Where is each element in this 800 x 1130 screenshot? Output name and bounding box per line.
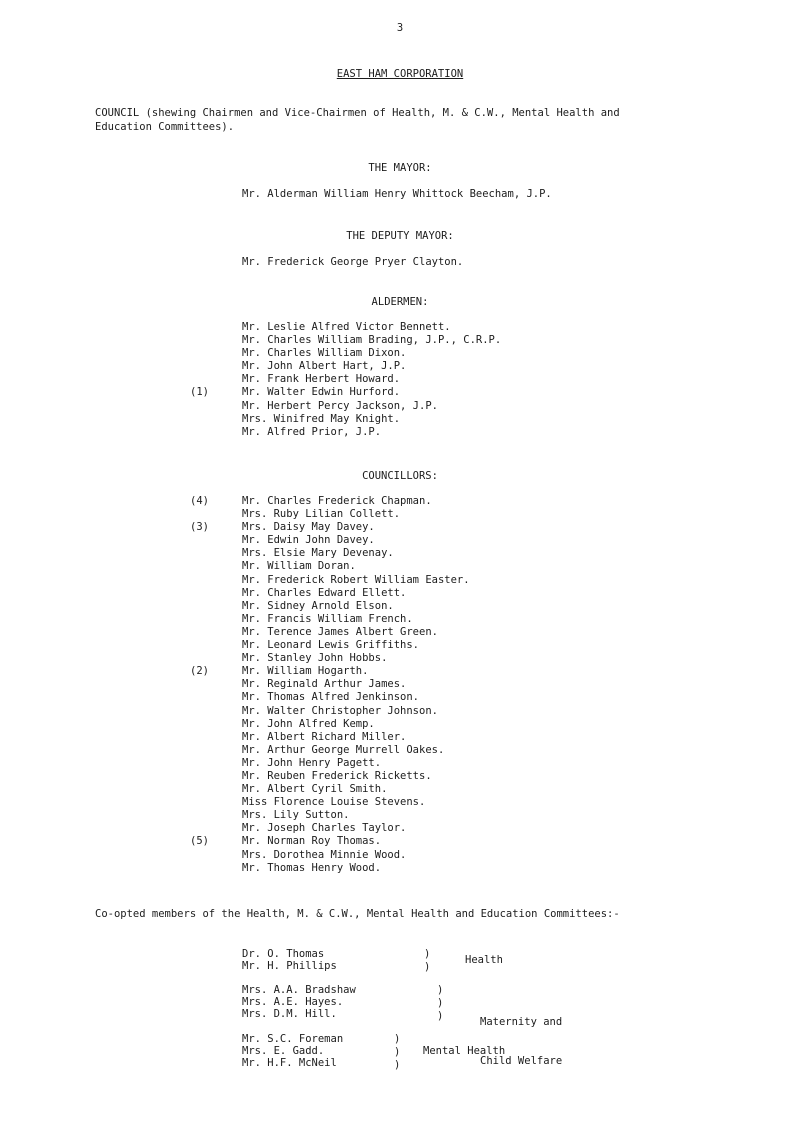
member-row	[242, 652, 470, 665]
member-row	[242, 783, 470, 796]
member-name: Mr. Thomas Alfred Jenkinson.	[242, 691, 420, 704]
coopted-group-maternity	[242, 984, 356, 1020]
member-footnote-mark: (3)	[190, 521, 209, 534]
member-row	[242, 534, 470, 547]
member-name: Mr. Frank Herbert Howard.	[242, 373, 401, 386]
aldermen-title: ALDERMEN:	[371, 296, 429, 308]
member-name: Miss Florence Louise Stevens.	[242, 796, 426, 809]
member-row	[242, 574, 470, 587]
member-name: Mr. Edwin John Davey.	[242, 534, 375, 547]
councillors-title: COUNCILLORS:	[362, 470, 438, 482]
member-row	[242, 347, 501, 360]
member-name: Mr. Leonard Lewis Griffiths.	[242, 639, 420, 652]
member-row	[242, 334, 501, 347]
member-name: Mr. Francis William French.	[242, 612, 413, 625]
intro-line-2: Education Committees).	[95, 121, 235, 133]
member-row	[242, 862, 470, 875]
category-line: Child Welfare	[480, 1055, 563, 1067]
coopted-member: Mr. H. Phillips	[242, 960, 337, 972]
member-row	[242, 360, 501, 373]
coopted-group-health	[242, 948, 337, 972]
member-row	[242, 600, 470, 613]
coopted-member: Dr. O. Thomas	[242, 948, 325, 960]
member-row	[242, 822, 470, 835]
member-name: Mr. Albert Cyril Smith.	[242, 783, 388, 796]
member-row	[190, 521, 470, 534]
bracket: ) ) )	[394, 1033, 401, 1071]
member-name: Mr. Charles William Brading, J.P., C.R.P.	[242, 334, 502, 347]
member-name: Mrs. Daisy May Davey.	[242, 521, 375, 534]
member-row	[242, 373, 501, 386]
member-row	[242, 413, 501, 426]
category-line: Maternity and	[480, 1016, 563, 1028]
member-row	[190, 495, 470, 508]
member-name: Mr. Reginald Arthur James.	[242, 678, 407, 691]
mayor-title: THE MAYOR:	[368, 162, 432, 174]
member-row	[242, 757, 470, 770]
member-row	[242, 718, 470, 731]
member-row	[242, 626, 470, 639]
coopted-group-mental-health	[242, 1033, 343, 1069]
bracket: ) ) )	[437, 984, 444, 1022]
member-row	[242, 731, 470, 744]
member-name: Mr. John Albert Hart, J.P.	[242, 360, 407, 373]
member-row	[242, 639, 470, 652]
member-name: Mr. Walter Edwin Hurford.	[242, 386, 401, 399]
member-name: Mrs. Ruby Lilian Collett.	[242, 508, 401, 521]
member-row	[242, 744, 470, 757]
member-name: Mr. William Doran.	[242, 560, 356, 573]
member-row	[242, 426, 501, 439]
coopted-member: Mrs. A.E. Hayes.	[242, 996, 344, 1008]
member-name: Mrs. Lily Sutton.	[242, 809, 350, 822]
member-name: Mr. Charles William Dixon.	[242, 347, 407, 360]
member-name: Mr. Norman Roy Thomas.	[242, 835, 382, 848]
member-name: Mr. Frederick Robert William Easter.	[242, 573, 470, 586]
member-row	[242, 560, 470, 573]
member-row	[242, 321, 501, 334]
member-row	[242, 809, 470, 822]
member-name: Mr. Charles Frederick Chapman.	[242, 495, 432, 507]
member-footnote-mark: (2)	[190, 665, 209, 678]
coopted-member: Mr. H.F. McNeil	[242, 1057, 337, 1069]
member-name: Mrs. Elsie Mary Devenay.	[242, 547, 394, 560]
member-row	[242, 770, 470, 783]
member-name: Mr. Sidney Arnold Elson.	[242, 599, 394, 612]
coopted-category-maternity	[480, 990, 562, 1081]
member-row	[242, 587, 470, 600]
coopted-category-mental-health: Mental Health	[423, 1045, 506, 1057]
member-row	[242, 678, 470, 691]
aldermen-list	[190, 321, 502, 439]
member-footnote-mark: (4)	[190, 495, 209, 507]
councillors-list	[190, 495, 470, 875]
member-row	[242, 705, 470, 718]
document-heading: EAST HAM CORPORATION	[336, 68, 464, 80]
member-row	[190, 835, 470, 848]
member-name: Mr. John Henry Pagett.	[242, 756, 382, 769]
member-row	[242, 613, 470, 626]
member-name: Mrs. Dorothea Minnie Wood.	[242, 848, 407, 861]
member-name: Mr. Alfred Prior, J.P.	[242, 425, 382, 438]
member-row	[190, 386, 501, 399]
member-footnote-mark: (1)	[190, 386, 209, 399]
coopted-member: Mrs. A.A. Bradshaw	[242, 984, 356, 996]
intro-line-1: COUNCIL (shewing Chairmen and Vice-Chairmen of Health, M. & C.W., Mental Health and	[95, 107, 620, 119]
member-row	[242, 508, 470, 521]
member-row	[242, 400, 501, 413]
member-name: Mr. Arthur George Murrell Oakes.	[242, 743, 445, 756]
member-name: Mr. Thomas Henry Wood.	[242, 861, 382, 874]
coopted-category-health: Health	[465, 954, 503, 966]
member-row	[242, 691, 470, 704]
member-name: Mr. Leslie Alfred Victor Bennett.	[242, 321, 451, 333]
member-row	[242, 547, 470, 560]
coopted-member: Mrs. E. Gadd.	[242, 1045, 325, 1057]
member-row	[242, 849, 470, 862]
member-name: Mr. Albert Richard Miller.	[242, 730, 407, 743]
deputy-mayor-name: Mr. Frederick George Pryer Clayton.	[242, 256, 464, 268]
member-name: Mr. Terence James Albert Green.	[242, 625, 438, 638]
member-name: Mr. Reuben Frederick Ricketts.	[242, 769, 432, 782]
mayor-name: Mr. Alderman William Henry Whittock Beecham, J.P.	[242, 188, 552, 200]
coopted-member: Mrs. D.M. Hill.	[242, 1008, 337, 1020]
member-name: Mr. Herbert Percy Jackson, J.P.	[242, 399, 438, 412]
member-name: Mrs. Winifred May Knight.	[242, 412, 401, 425]
bracket: ) )	[424, 948, 431, 973]
member-row	[242, 796, 470, 809]
deputy-mayor-title: THE DEPUTY MAYOR:	[346, 230, 454, 242]
member-name: Mr. Stanley John Hobbs.	[242, 652, 388, 665]
page-number: 3	[396, 22, 404, 34]
member-name: Mr. William Hogarth.	[242, 665, 369, 678]
member-name: Mr. Walter Christopher Johnson.	[242, 704, 438, 717]
member-footnote-mark: (5)	[190, 835, 209, 848]
member-name: Mr. Charles Edward Ellett.	[242, 586, 407, 599]
member-name: Mr. John Alfred Kemp.	[242, 717, 375, 730]
coopted-title: Co-opted members of the Health, M. & C.W., Mental Health and Education Committees:-	[95, 908, 620, 920]
member-row	[190, 665, 470, 678]
coopted-member: Mr. S.C. Foreman	[242, 1033, 344, 1045]
member-name: Mr. Joseph Charles Taylor.	[242, 822, 407, 835]
